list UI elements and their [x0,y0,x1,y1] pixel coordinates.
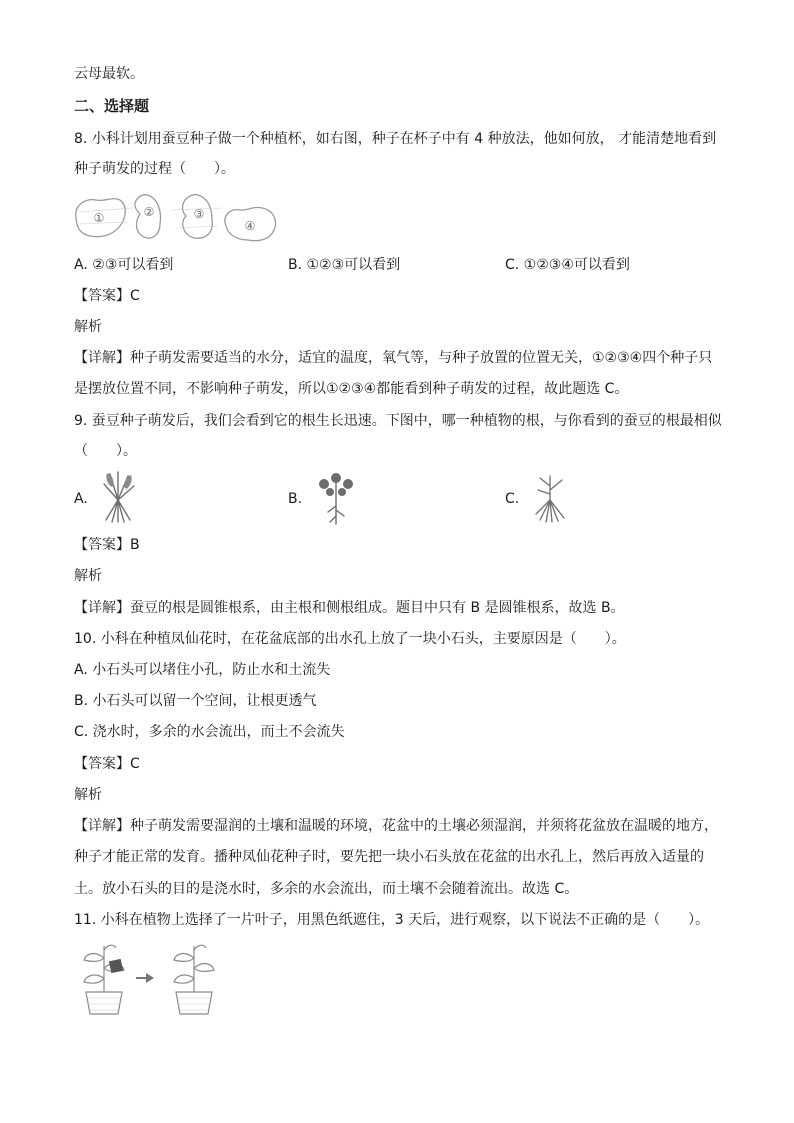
question-8-stem: 8. 小科计划用蚕豆种子做一个种植杯，如右图，种子在杯子中有 4 种放法，他如何放， 才能清楚地看到 [74,131,717,147]
question-8-stem-cont: 种子萌发的过程（ ）。 [74,161,235,177]
analysis-label: 解析 [74,787,102,803]
detail-text: 【详解】种子萌发需要湿润的土壤和温暖的环境，花盆中的土壤必须湿润，并须将花盆放在温暖的地方， [74,818,718,834]
option-b: B. 小石头可以留一个空间，让根更透气 [74,693,317,709]
detail-text: 【详解】蚕豆的根是圆锥根系，由主根和侧根组成。题目中只有 B 是圆锥根系，故选 B。 [74,600,625,616]
seed-label: ④ [244,219,256,233]
option-b: B. [288,491,303,507]
analysis-label: 解析 [74,568,102,584]
question-10-stem: 10. 小科在种植凤仙花时，在花盆底部的出水孔上放了一块小石头，主要原因是（ ）。 [74,631,626,647]
section-heading: 二、选择题 [74,97,150,115]
detail-text: 土。放小石头的目的是浇水时，多余的水会流出，而土壤不会随着流出。故选 C。 [74,881,579,897]
potted-plant-leaf-experiment-icon [78,940,218,1016]
detail-text: 是摆放位置不同，不影响种子萌发，所以①②③④都能看到种子萌发的过程，故此题选 C。 [74,381,629,397]
option-a: A. [74,491,88,507]
option-c: C. [505,491,520,507]
option-a: A. 小石头可以堵住小孔，防止水和土流失 [74,662,331,678]
question-9-stem: 9. 蚕豆种子萌发后，我们会看到它的根生长迅速。下图中，哪一种植物的根，与你看到的蚕豆的根最相似 [74,413,722,429]
detail-text: 种子才能正常的发育。播种凤仙花种子时，要先把一块小石头放在花盆的出水孔上，然后再放入适量的 [74,849,704,865]
answer-label: 【答案】C [74,288,140,304]
option-a: A. ②③可以看到 [74,257,174,273]
analysis-label: 解析 [74,319,102,335]
option-c: C. ①②③④可以看到 [505,257,630,273]
question-9-stem-cont: （ ）。 [74,443,137,459]
seed-label: ① [93,211,105,225]
detail-text: 【详解】种子萌发需要适当的水分，适宜的温度，氧气等，与种子放置的位置无关，①②③④四个种子只 [74,350,713,366]
answer-label: 【答案】B [74,537,140,553]
option-b: B. ①②③可以看到 [288,257,401,273]
branched-root-plant-icon [528,472,572,524]
bean-seed-figure [72,188,282,248]
text-line: 云母最软。 [74,66,144,82]
seed-label: ② [143,205,155,219]
answer-label: 【答案】C [74,756,140,772]
option-c: C. 浇水时，多余的水会流出，而土不会流失 [74,724,345,740]
seed-label: ③ [193,207,205,221]
taproot-plant-icon [312,470,360,526]
fibrous-root-plant-icon [96,470,140,524]
question-11-stem: 11. 小科在植物上选择了一片叶子，用黑色纸遮住，3 天后，进行观察，以下说法不正确的是（ ）。 [74,912,710,928]
